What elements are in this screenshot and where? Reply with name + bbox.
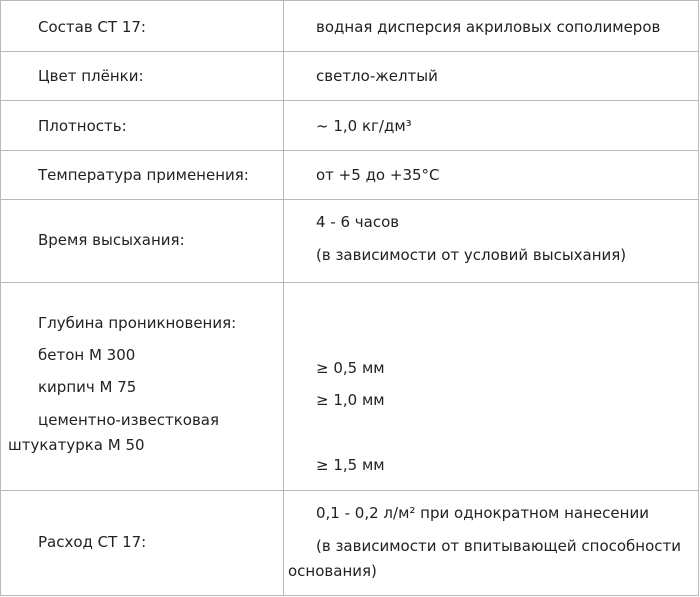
row-value-film-color: светло-желтый — [316, 67, 438, 85]
row-label-composition: Состав СТ 17: — [38, 18, 146, 36]
row-value-consumption-line: основания) — [288, 562, 377, 580]
row-value-drying-time-line: (в зависимости от условий высыхания) — [316, 246, 627, 264]
row-value-drying-time-line: 4 - 6 часов — [316, 213, 400, 231]
row-label-penetration-depth-line: штукатурка М 50 — [8, 436, 145, 454]
row-divider — [0, 282, 699, 283]
row-label-film-color: Цвет плёнки: — [38, 67, 144, 85]
row-divider — [0, 199, 699, 200]
row-divider — [0, 51, 699, 52]
row-label-penetration-depth-line: бетон М 300 — [38, 346, 136, 364]
row-value-application-temperature: от +5 до +35°С — [316, 166, 440, 184]
row-value-penetration-depth-line: ≥ 0,5 мм — [316, 359, 385, 377]
row-divider — [0, 150, 699, 151]
row-label-density: Плотность: — [38, 117, 127, 135]
row-value-density: ~ 1,0 кг/дм³ — [316, 117, 412, 135]
row-label-consumption: Расход СТ 17: — [38, 533, 147, 551]
row-value-consumption-line: 0,1 - 0,2 л/м² при однократном нанесении — [316, 504, 649, 522]
row-value-penetration-depth-line: ≥ 1,0 мм — [316, 391, 385, 409]
row-divider — [0, 100, 699, 101]
column-divider — [283, 0, 284, 596]
row-label-drying-time: Время высыхания: — [38, 231, 185, 249]
row-label-penetration-depth-line: кирпич М 75 — [38, 378, 137, 396]
row-divider — [0, 490, 699, 491]
row-value-penetration-depth-line: ≥ 1,5 мм — [316, 456, 385, 474]
row-label-penetration-depth-line: Глубина проникновения: — [38, 314, 237, 332]
row-value-consumption-line: (в зависимости от впитывающей способности — [316, 537, 682, 555]
row-label-application-temperature: Температура применения: — [38, 166, 249, 184]
row-label-penetration-depth-line: цементно-известковая — [38, 411, 219, 429]
row-value-composition: водная дисперсия акриловых сополимеров — [316, 18, 661, 36]
